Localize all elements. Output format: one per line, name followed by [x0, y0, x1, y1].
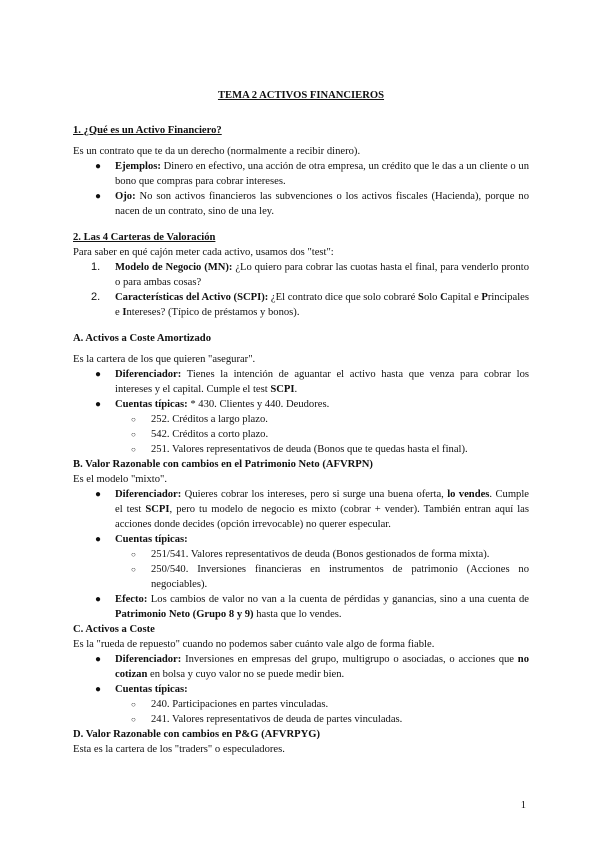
list-item: ● Ejemplos: Dinero en efectivo, una acción de otra empresa, un crédito que le das a un cliente o un bono que compras para cobrar intereses.: [95, 161, 529, 187]
bullet-icon: ●: [95, 191, 102, 202]
bullet-icon: ●: [95, 489, 102, 500]
bullet-icon: ●: [95, 534, 102, 545]
bullet-icon: ●: [95, 654, 102, 665]
circle-bullet-icon: ○: [131, 445, 136, 454]
sub-list-item: ○ 250/540. Inversiones financieras en instrumentos de patrimonio (Acciones no negociables).: [131, 564, 529, 590]
list-item: ● Efecto: Los cambios de valor no van a la cuenta de pérdidas y ganancias, sino a una cuenta de Patrimonio Neto (Grupo 8 y 9) hasta que lo vendes.: [95, 594, 529, 620]
list-item: ● Ojo: No son activos financieros las subvenciones o los activos fiscales (Hacienda), porque no nacen de un contrato, sino de una ley.: [95, 191, 529, 217]
sub-list-item: ○ 240. Participaciones en partes vinculadas.: [131, 699, 329, 710]
list-item: 1. Modelo de Negocio (MN): ¿Lo quiero para cobrar las cuotas hasta el final, para venderlo pronto o para ambas cosas?: [91, 261, 529, 288]
sub-list-item: ○ 241. Valores representativos de deuda de partes vinculadas.: [131, 714, 403, 725]
list-item: ● Cuentas típicas:: [95, 684, 188, 695]
section-d-intro: Esta es la cartera de los "traders" o especuladores.: [73, 744, 285, 755]
list-item: ● Cuentas típicas:: [95, 534, 188, 545]
section-a-heading: A. Activos a Coste Amortizado: [73, 333, 211, 344]
circle-bullet-icon: ○: [131, 430, 136, 439]
section-1-heading: 1. ¿Qué es un Activo Financiero?: [73, 125, 222, 136]
section-1-intro: Es un contrato que te da un derecho (normalmente a recibir dinero).: [73, 146, 361, 157]
list-item: ● Diferenciador: Tienes la intención de aguantar el activo hasta que venza para cobrar los intereses y el capital. Cumple el test SCPI.: [95, 369, 529, 395]
sub-list-item: ○ 251. Valores representativos de deuda (Bonos que te quedas hasta el final).: [131, 444, 468, 455]
list-item: ● Cuentas típicas: * 430. Clientes y 440. Deudores.: [95, 399, 330, 410]
document-content: [73, 88, 529, 757]
section-c-list: [73, 652, 529, 727]
sub-list-item: ○ 252. Créditos a largo plazo.: [131, 414, 268, 425]
list-item: 2. Características del Activo (SCPI): ¿El contrato dice que solo cobraré Solo Capital e Principales e Intereses? (Típico de préstamos y bonos).: [91, 291, 530, 318]
sub-list-item: ○ 251/541. Valores representativos de deuda (Bonos gestionados de forma mixta).: [131, 549, 490, 560]
bullet-icon: ●: [95, 684, 102, 695]
list-item: ● Diferenciador: Quieres cobrar los intereses, pero si surge una buena oferta, lo vendes. Cumple el test SCPI, pero tu modelo de negocio es mixto (cobrar + vender). También entran aquí las acciones donde decides (opción irrevocable) no querer especular.: [95, 489, 529, 530]
document-title: TEMA 2 ACTIVOS FINANCIEROS: [217, 90, 385, 101]
section-a-list: [73, 367, 529, 457]
section-b-intro: Es el modelo "mixto".: [73, 474, 167, 485]
bullet-icon: ●: [95, 161, 102, 172]
section-b-list: [73, 487, 529, 622]
bullet-icon: ●: [95, 369, 102, 380]
circle-bullet-icon: ○: [131, 565, 136, 574]
circle-bullet-icon: ○: [131, 700, 136, 709]
circle-bullet-icon: ○: [131, 550, 136, 559]
sub-list-item: ○ 542. Créditos a corto plazo.: [131, 429, 269, 440]
bullet-icon: ●: [95, 399, 102, 410]
section-d-heading: D. Valor Razonable con cambios en P&G (AFVRPYG): [73, 729, 320, 740]
section-1-list: [73, 159, 529, 219]
circle-bullet-icon: ○: [131, 715, 136, 724]
circle-bullet-icon: ○: [131, 415, 136, 424]
section-b-heading: B. Valor Razonable con cambios en el Patrimonio Neto (AFVRPN): [73, 459, 373, 470]
list-item: ● Diferenciador: Inversiones en empresas del grupo, multigrupo o asociadas, o acciones que no cotizan en bolsa y cuyo valor no se puede medir bien.: [95, 654, 529, 680]
section-c-heading: C. Activos a Coste: [73, 624, 155, 635]
section-a-intro: Es la cartera de los que quieren "asegurar".: [73, 354, 256, 365]
section-c-intro: Es la "rueda de repuesto" cuando no podemos saber cuánto vale algo de forma fiable.: [73, 639, 435, 650]
section-2-intro: Para saber en qué cajón meter cada activo, usamos dos "test":: [73, 247, 334, 258]
section-2-list: [73, 260, 529, 320]
section-2-heading: 2. Las 4 Carteras de Valoración: [73, 232, 216, 243]
page-number: 1: [520, 800, 526, 811]
bullet-icon: ●: [95, 594, 102, 605]
